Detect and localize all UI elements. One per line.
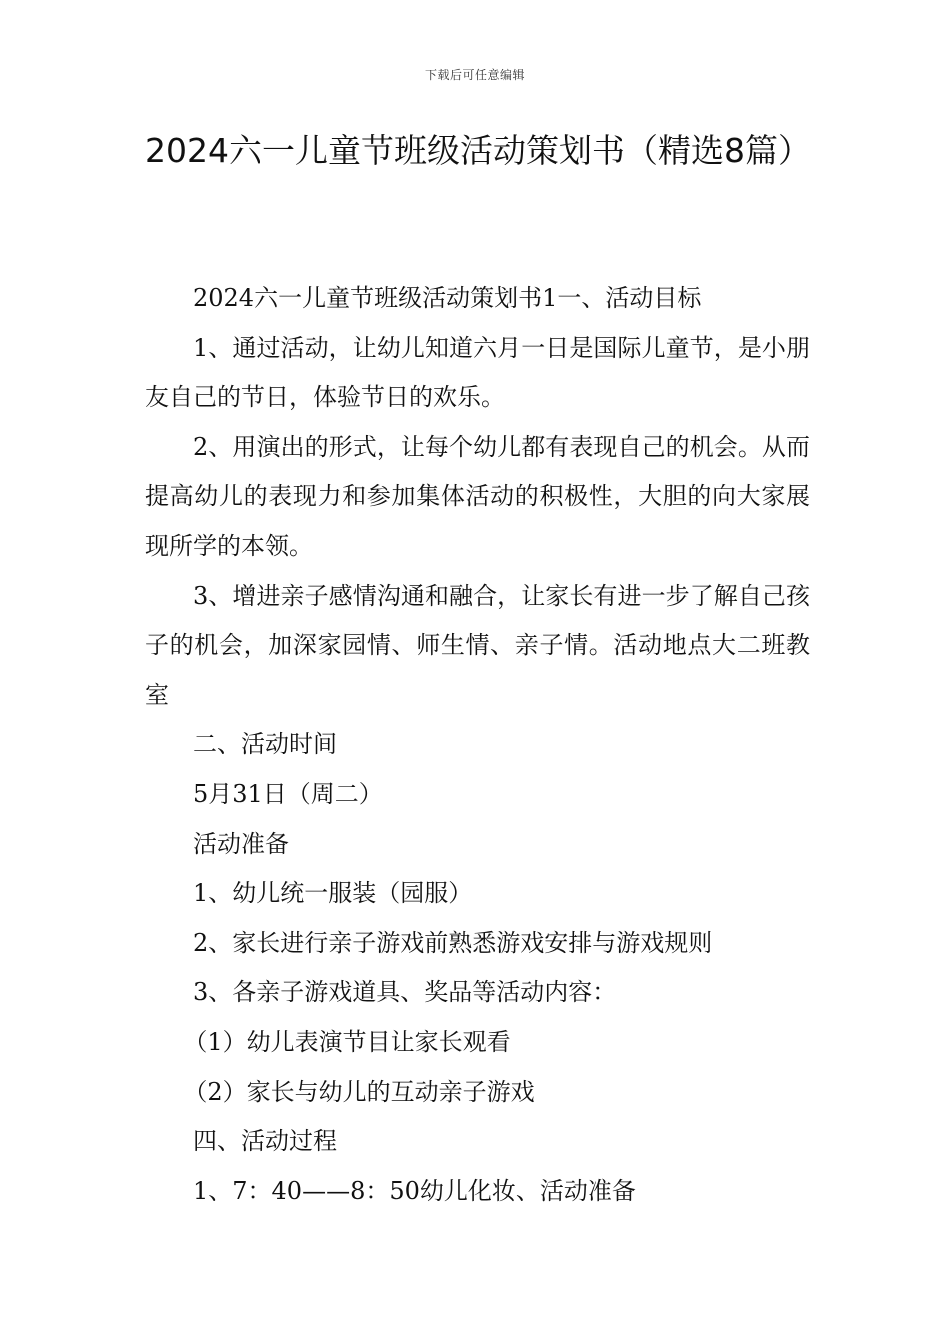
section-heading-time: 二、活动时间 <box>193 730 337 759</box>
goal-paragraph-3: 3、增进亲子感情沟通和融合，让家长有进一步了解自己孩子的机会，加深家园情、师生情、亲子情。活动地点大二班教室 <box>145 581 810 709</box>
content-item-1: （1）幼儿表演节目让家长观看 <box>183 1027 511 1056</box>
header-note: 下载后可任意编辑 <box>424 68 525 82</box>
document-title: 2024六一儿童节班级活动策划书（精选8篇） <box>145 131 811 170</box>
document-body <box>145 274 810 1216</box>
activity-date: 5月31日（周二） <box>193 779 383 808</box>
preparation-item-1: 1、幼儿统一服装（园服） <box>193 879 473 908</box>
preparation-item-2: 2、家长进行亲子游戏前熟悉游戏安排与游戏规则 <box>193 928 713 957</box>
process-item-1: 1、7：40——8：50幼儿化妆、活动准备 <box>193 1176 636 1205</box>
goal-paragraph-1: 1、通过活动，让幼儿知道六月一日是国际儿童节，是小朋友自己的节日，体验节日的欢乐。 <box>145 333 810 412</box>
preparation-item-3: 3、各亲子游戏道具、奖品等活动内容： <box>193 978 617 1007</box>
section-heading-preparation: 活动准备 <box>193 829 289 858</box>
section-heading-process: 四、活动过程 <box>193 1127 337 1156</box>
content-item-2: （2）家长与幼儿的互动亲子游戏 <box>183 1077 535 1106</box>
goal-paragraph-2: 2、用演出的形式，让每个幼儿都有表现自己的机会。从而提高幼儿的表现力和参加集体活动的积极性，大胆的向大家展现所学的本领。 <box>145 432 810 560</box>
section-heading-goals: 2024六一儿童节班级活动策划书1一、活动目标 <box>193 284 702 312</box>
